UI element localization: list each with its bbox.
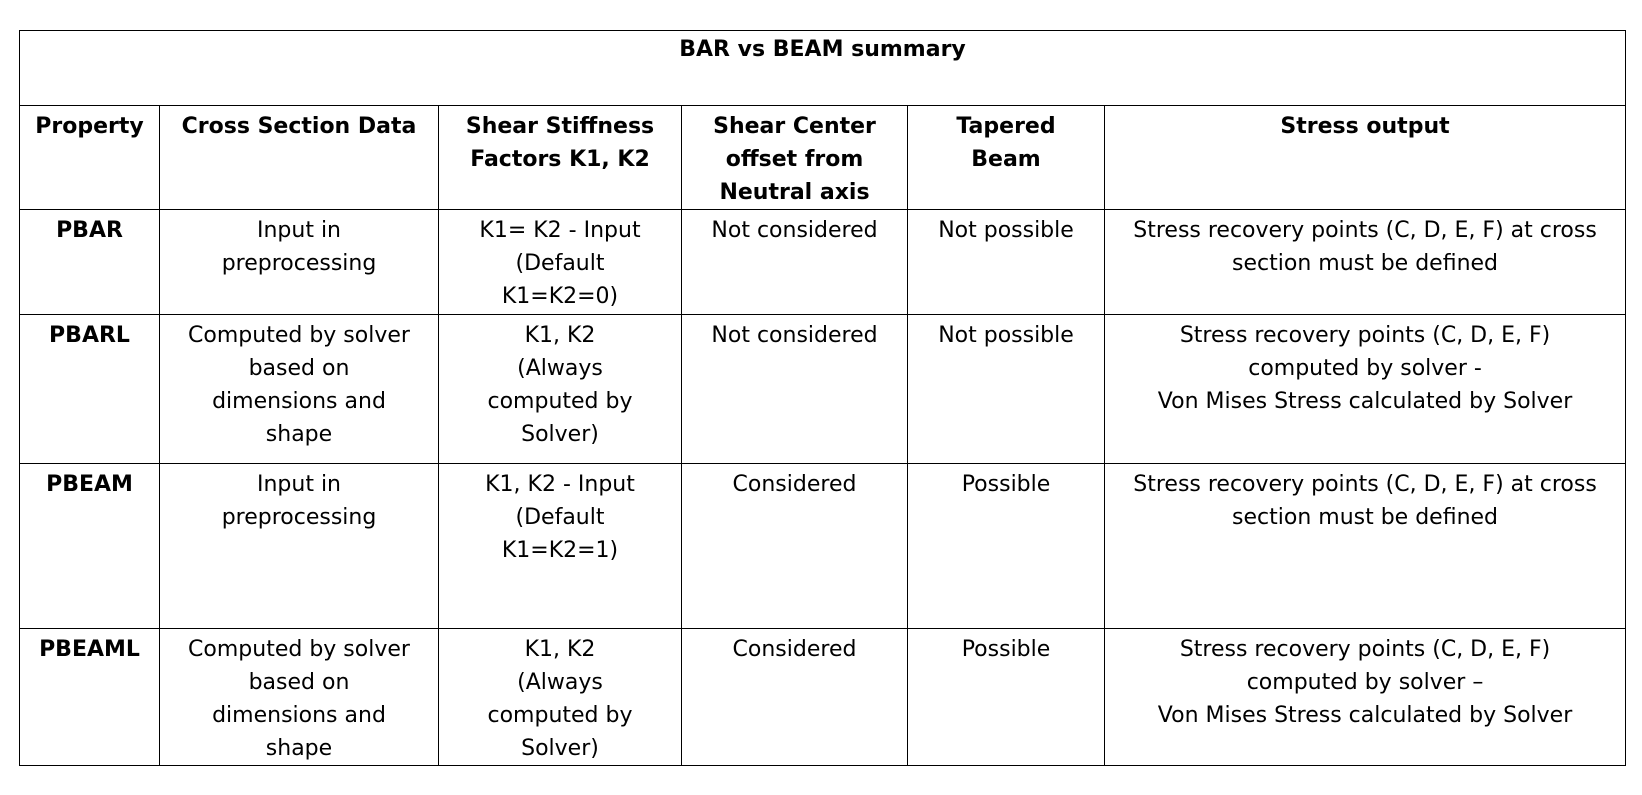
shear-stiffness-cell xyxy=(439,210,682,315)
cell-line: section must be defined xyxy=(1232,251,1499,276)
cross-section-cell xyxy=(160,210,439,315)
cell-line: preprocessing xyxy=(221,251,377,276)
shear-center-cell xyxy=(682,210,908,315)
table-row-pbar xyxy=(20,210,1626,315)
header-tapered-beam xyxy=(908,106,1105,210)
property-cell: PBAR xyxy=(20,210,160,315)
cell-line: K1=K2=1) xyxy=(501,538,619,563)
header-line: Tapered xyxy=(956,114,1056,139)
cell-line: Not considered xyxy=(711,323,878,348)
cross-section-cell xyxy=(160,315,439,464)
shear-center-cell xyxy=(682,315,908,464)
cell-line: dimensions and xyxy=(212,389,386,414)
cell-line: Input in xyxy=(256,472,341,497)
cell-line: computed by solver - xyxy=(1248,356,1482,381)
cell-line: section must be defined xyxy=(1232,505,1499,530)
shear-stiffness-cell xyxy=(439,464,682,629)
tapered-cell xyxy=(908,629,1105,766)
stress-output-cell xyxy=(1105,210,1626,315)
cell-line: Stress recovery points (C, D, E, F) xyxy=(1179,323,1551,348)
header-line: Stress output xyxy=(1280,114,1450,139)
table-row-pbeam xyxy=(20,464,1626,629)
header-line: Shear Center xyxy=(713,114,876,139)
property-cell: PBARL xyxy=(20,315,160,464)
header-row xyxy=(20,106,1626,210)
cell-line: K1, K2 - Input xyxy=(485,472,635,497)
tapered-cell xyxy=(908,210,1105,315)
stress-output-cell xyxy=(1105,629,1626,766)
cell-line: computed by xyxy=(487,389,633,414)
header-line: Shear Stiffness xyxy=(465,114,655,139)
cell-line: K1, K2 xyxy=(524,637,596,662)
cell-line: Computed by solver xyxy=(188,637,410,662)
shear-center-cell xyxy=(682,629,908,766)
cell-line: dimensions and xyxy=(212,703,386,728)
table-row-pbeaml xyxy=(20,629,1626,766)
header-stress-output xyxy=(1105,106,1626,210)
cell-line: preprocessing xyxy=(221,505,377,530)
cell-line: Not possible xyxy=(938,323,1074,348)
cell-line: K1= K2 - Input xyxy=(479,218,641,243)
title-row xyxy=(20,31,1626,106)
header-line: Neutral axis xyxy=(719,180,870,205)
header-shear-center xyxy=(682,106,908,210)
cell-line: shape xyxy=(265,422,333,447)
stress-output-cell xyxy=(1105,315,1626,464)
tapered-cell xyxy=(908,464,1105,629)
cross-section-cell xyxy=(160,464,439,629)
tapered-cell xyxy=(908,315,1105,464)
header-line: Cross Section Data xyxy=(181,114,417,139)
table-title: BAR vs BEAM summary xyxy=(20,31,1626,106)
cell-line: K1=K2=0) xyxy=(501,284,619,309)
cell-line: computed by xyxy=(487,703,633,728)
stress-output-cell xyxy=(1105,464,1626,629)
header-cross-section xyxy=(160,106,439,210)
header-property xyxy=(20,106,160,210)
cross-section-cell xyxy=(160,629,439,766)
cell-line: Stress recovery points (C, D, E, F) xyxy=(1179,637,1551,662)
shear-center-cell xyxy=(682,464,908,629)
header-line: Property xyxy=(35,114,144,139)
cell-line: shape xyxy=(265,736,333,761)
cell-line: based on xyxy=(248,670,350,695)
cell-line: Von Mises Stress calculated by Solver xyxy=(1157,389,1573,414)
cell-line: Solver) xyxy=(521,422,599,447)
cell-line: based on xyxy=(248,356,350,381)
cell-line: (Default xyxy=(515,505,605,530)
header-line: Beam xyxy=(971,147,1041,172)
header-line: offset from xyxy=(725,147,864,172)
cell-line: Stress recovery points (C, D, E, F) at cross xyxy=(1133,472,1597,497)
cell-line: Considered xyxy=(732,472,857,497)
cell-line: Considered xyxy=(732,637,857,662)
header-line: Factors K1, K2 xyxy=(470,147,650,172)
cell-line: (Always xyxy=(517,356,603,381)
summary-table xyxy=(19,30,1626,766)
shear-stiffness-cell xyxy=(439,629,682,766)
cell-line: K1, K2 xyxy=(524,323,596,348)
header-shear-stiffness xyxy=(439,106,682,210)
cell-line: Not considered xyxy=(711,218,878,243)
property-cell: PBEAML xyxy=(20,629,160,766)
cell-line: Solver) xyxy=(521,736,599,761)
cell-line: Von Mises Stress calculated by Solver xyxy=(1157,703,1573,728)
table-row-pbarl xyxy=(20,315,1626,464)
cell-line: Not possible xyxy=(938,218,1074,243)
shear-stiffness-cell xyxy=(439,315,682,464)
cell-line: Possible xyxy=(961,637,1051,662)
cell-line: (Always xyxy=(517,670,603,695)
cell-line: (Default xyxy=(515,251,605,276)
cell-line: Computed by solver xyxy=(188,323,410,348)
cell-line: Possible xyxy=(961,472,1051,497)
cell-line: Input in xyxy=(256,218,341,243)
cell-line: computed by solver – xyxy=(1246,670,1484,695)
cell-line: Stress recovery points (C, D, E, F) at cross xyxy=(1133,218,1597,243)
property-cell: PBEAM xyxy=(20,464,160,629)
